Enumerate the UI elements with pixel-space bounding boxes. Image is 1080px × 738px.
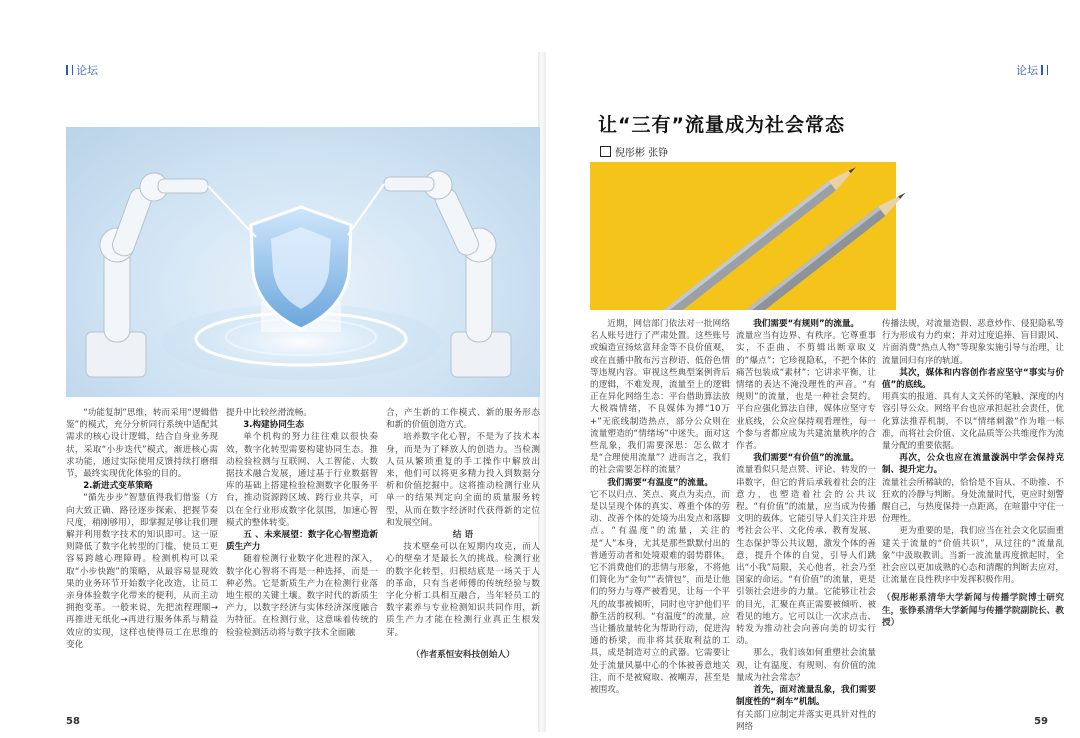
section-heading: 五 、未来展望：数字化心智塑造新质生产力 bbox=[226, 530, 378, 553]
left-column-2 bbox=[226, 407, 378, 639]
right-column-1 bbox=[590, 318, 730, 696]
paragraph: 有关部门应制定并落实更具针对性的网络 bbox=[736, 709, 876, 732]
author-note: （作者系恒安科技创始人） bbox=[411, 649, 515, 660]
right-column-3 bbox=[882, 318, 1064, 629]
paragraph: 更为重要的是，我们应当在社会文化层面重建关于流量的“价值共识”，从过往的“流量乱象”中汲取教训。当新一波流量再度掀起时，全社会应以更加成熟的心态和清醒的判断去应对，让流量在良性秩序中发挥积极作用。 bbox=[882, 526, 1064, 586]
byline-authors: 倪彤彬 张铮 bbox=[615, 148, 669, 159]
paragraph: 流量社会所稀缺的，恰恰是不盲从、不助推、不狂欢的冷静与判断。身处流量时代，更应时刻警醒自己，与热度保持一点距离，在喧嚣中守住一份理性。 bbox=[882, 477, 1064, 525]
section-marker-icon bbox=[1041, 65, 1048, 75]
byline-box-icon bbox=[600, 146, 611, 157]
paragraph: 培养数字化心智，不是为了技术本身，而是为了释放人的创造力。当检测人员从繁琐重复的手工操作中解放出来，他们可以将更多精力投入到数据分析和价值挖掘中。这将推动检测行业从单一的结果判定向全面的质量服务转型，从而在数字经济时代获得新的定位和发展空间。 bbox=[386, 432, 540, 528]
subheading: 再次，公众也应在流量漩涡中学会保持克制、提升定力。 bbox=[882, 453, 1064, 476]
paragraph: 合，产生新的工作模式、新的服务形态和新的价值创造方式。 bbox=[386, 408, 540, 431]
paragraph: 流量看似只是点赞、评论、转发的一串数字，但它的背后承载着社会的注意力，也塑造着社会的公共议程。“有价值”的流量，应当成为传播文明的载体。它能引导人们关注并思考社会公平、文化传承、教育发展、生态保护等公共议题，激发个体的善意，提升个体的自觉，引导人们跳出“小我”局限，关心他者，社会乃至国家的命运。“有价值”的流量，更是引领社会进步的力量。它能够让社会的目光，汇聚在真正需要被倾听、被看见的地方。它可以让一次求点击、转发为推动社会向善向美的切实行动。 bbox=[736, 465, 876, 647]
section-tag-label: 论坛 bbox=[76, 64, 98, 77]
paragraph: 提升中比较丝滑流畅。 bbox=[226, 408, 312, 418]
paragraph: 传播法规，对流量造假、恶意炒作、侵犯隐私等行为形成有力约束；并对过度追捧、盲目跟风、片面消费“热点人物”等现象实施引导与治理，让流量回归有序的轨道。 bbox=[882, 319, 1064, 366]
section-tag-label: 论坛 bbox=[1016, 64, 1038, 77]
paragraph: “功能复制”思维，转而采用“逻辑借鉴”的模式，充分分析同行系统中适配其需求的核心设计逻辑，结合自身业务现状，采取“小步迭代”模式，渐进核心需求功能，通过实际使用反馈持续打磨细节，最终实现优化体验的目的。 bbox=[66, 408, 218, 480]
subheading: 我们需要“有价值”的流量。 bbox=[753, 453, 860, 464]
subheading: 首先，面对流量乱象，我们需要制度性的“刹车”机制。 bbox=[736, 685, 876, 708]
pencils-image bbox=[590, 162, 1064, 310]
section-marker-icon bbox=[66, 65, 73, 75]
subheading: 我们需要“有规则”的流量。 bbox=[753, 319, 860, 329]
paragraph: 近期，网信部门依法对一批网络名人账号进行了严肃处置。这些账号或编造宣扬炫富拜金等不良价值观，或在直播中散布污言秽语、低俗色情等违规内容。审视这些典型案例背后的逻辑，不难发现，流量至上的逻辑正在异化网络生态：平台借助算法放大极端情绪，不良媒体为搏“10万+”无底线制造热点，部分公众则在流量塑造的“情绪场”中迷失。面对这些乱象，我们需要深思：怎么做才是“合理使用流量”？进而言之，我们的社会需要怎样的流量？ bbox=[590, 319, 730, 476]
left-column-1 bbox=[66, 407, 218, 651]
right-column-2 bbox=[736, 318, 876, 733]
left-column-3 bbox=[386, 407, 540, 661]
page-number-right: 59 bbox=[1034, 716, 1048, 727]
paragraph: “循先步步”智慧值得我们借鉴（方向大致正确、路径逐步探索、把握节奏尺度，稍刚够用），即掌握足够让我们理解并利用数字技术的知识即可。这一原则降低了数字化转型的门槛，使员工更容易跨越心理障碍。检测机构可以采取“小步快跑”的策略，从最容易显现效果的业务环节开始数字化改造，让员工亲身体验数字化带来的便利，从而主动拥抱变革。一般来说，先把流程理顺→再推进无纸化→再进行服务体系与精益效应的实现，这样也使得员工在思维的变化 bbox=[66, 493, 218, 650]
author-note: （倪彤彬系清华大学新闻与传播学院博士研究生，张铮系清华大学新闻与传播学院副院长、教授） bbox=[882, 593, 1064, 628]
section-tag-right bbox=[1016, 62, 1048, 78]
paragraph: 用真实的报道、具有人文关怀的笔触、深度的内容引导公众。网络平台也应承担起社会责任，优化算法推荐机制，不以“情绪刺激”作为唯一标准，而将社会价值、文化品质等公共维度作为流量分配的重要依据。 bbox=[882, 392, 1064, 452]
byline bbox=[600, 144, 668, 159]
subheading: 3.构建协同生态 bbox=[243, 420, 304, 431]
section-tag-left bbox=[66, 62, 98, 78]
paragraph: 那么，我们该如何重塑社会流量观，让有温度、有规则、有价值的流量成为社会常态？ bbox=[736, 648, 876, 683]
paragraph: 技术壁垒可以在短期内攻克，而人心的壁垒才是最长久的挑战。检测行业的数字化转型，归根结底是一场关于人的革命，只有当老师傅的传统经验与数字化分析工具相互融合，当年轻员工的数字素养与专业检测知识共同作用，新质生产力才能在检测行业真正生根发芽。 bbox=[386, 542, 540, 638]
subheading: 我们需要“有温度”的流量。 bbox=[607, 477, 714, 488]
paragraph: 它不以归点、笑点、爽点为卖点，而是以呈现个体的真实、尊重个体的劳动、改善个体的处境为出发点和落脚点。“有温度”的流量，关注的是“人”本身，尤其是那些默默付出的普通劳动者和处境艰难的弱势群体。它不消费他们的悲情与形象，不将他们简化为“金句”“表情包”，而是让他们的努力与尊严被看见，让每一个平凡的故事被倾听，同时也守护他们平静生活的权利。“有温度”的流量，应当让播放量转化为帮助行动，促进沟通的桥梁，而非将其获取利益的工具，成是制造对立的武器。它需要让处于流量风暴中心的个体被善意地关注，而不是被窥取、被嘲弄，甚至是被围攻。 bbox=[590, 489, 730, 696]
page-number-left: 58 bbox=[66, 716, 80, 727]
paragraph: 单个机构的努力往往难以很快奏效，数字化转型需要构建协同生态。推动检验检测与互联网、人工智能、大数据技术融合发展，通过基于行业数据智库的基础上搭建检验检测数字化服务平台，推动资源跨区域、跨行业共享，可以在全行业形成数字化氛围，加速心智模式的整体转变。 bbox=[226, 432, 378, 528]
right-page bbox=[546, 52, 1066, 732]
robot-arms-shield-image bbox=[66, 127, 540, 397]
subheading: 2.新进式变革策略 bbox=[83, 481, 153, 492]
article-title: 让“三有”流量成为社会常态 bbox=[598, 114, 845, 136]
section-heading: 结 语 bbox=[452, 530, 474, 541]
paragraph: 流量应当有边界、有秩序。它尊重事实，不歪曲、不剪辑出断章取义的“爆点”；它珍视隐私，不把个体的痛苦包装成“素材”；它讲求平衡，让情绪的表达不淹没理性的声音。“有规则”的流量，也是一种社会契约。平台应强化算法自律，媒体应坚守专业底线，公众应保持观看理性，每一个参与者都应成为共建流量秩序的合作者。 bbox=[736, 331, 876, 452]
paragraph: 随着检测行业数字化进程的深入，数字化心智将不再是一种选择，而是一种必然。它是新质生产力在检测行业落地生根的关键土壤。数字时代的新质生产力，以数字经济与实体经济深度融合为特征。在检测行业，这意味着传统的检验检测活动将与数字技术全面融 bbox=[226, 554, 378, 638]
left-page bbox=[18, 52, 538, 732]
subheading: 其次，媒体和内容创作者应坚守“事实与价值”的底线。 bbox=[882, 367, 1064, 391]
